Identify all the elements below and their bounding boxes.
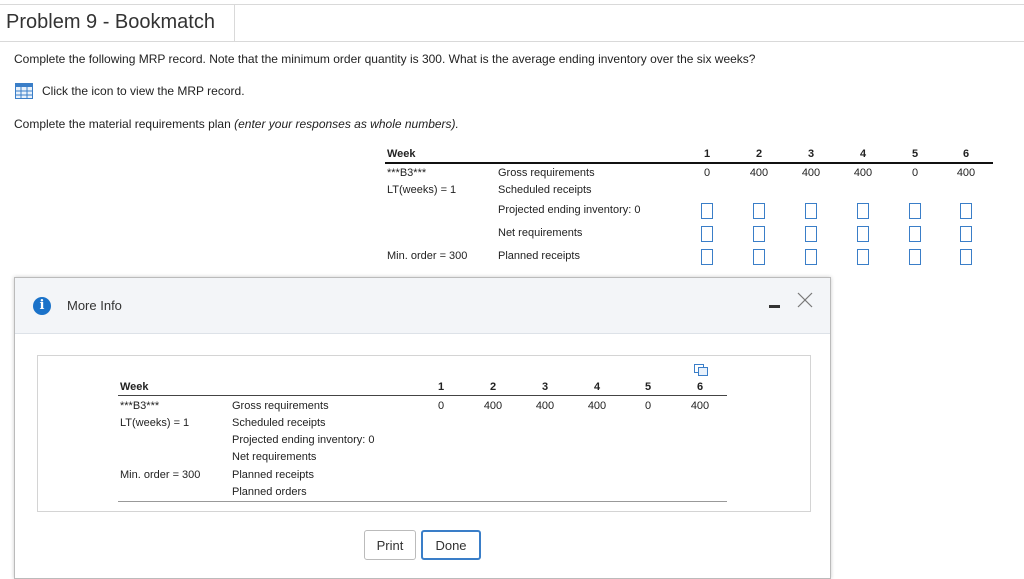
net-requirements-input[interactable] (805, 226, 817, 242)
gross-value: 400 (749, 167, 769, 179)
week-number: 3 (541, 381, 549, 393)
week-number: 2 (755, 148, 763, 160)
close-icon[interactable] (795, 290, 815, 310)
footer-rule (118, 501, 727, 502)
page-title: Problem 9 - Bookmatch (6, 11, 215, 33)
min-order-label: Min. order = 300 (120, 469, 201, 481)
minimize-icon[interactable] (769, 305, 780, 308)
row-label-planned-receipts: Planned receipts (498, 250, 580, 262)
mrp-record-panel (37, 355, 811, 512)
week-header: Week (120, 381, 149, 393)
week-number: 3 (807, 148, 815, 160)
copy-icon[interactable] (694, 364, 708, 376)
item-label: ***B3*** (120, 400, 160, 412)
net-requirements-input[interactable] (960, 226, 972, 242)
gross-value: 400 (483, 400, 503, 412)
week-number: 2 (489, 381, 497, 393)
week-number: 1 (703, 148, 711, 160)
title-divider (0, 41, 1024, 42)
more-info-dialog (14, 277, 831, 579)
lead-time-label: LT(weeks) = 1 (120, 417, 190, 429)
row-label-gross: Gross requirements (232, 400, 329, 412)
item-label: ***B3*** (387, 167, 427, 179)
planned-receipts-input[interactable] (701, 249, 713, 265)
instruction-text (14, 117, 459, 131)
week-number: 6 (962, 148, 970, 160)
net-requirements-input[interactable] (857, 226, 869, 242)
dialog-header (15, 278, 830, 334)
net-requirements-input[interactable] (909, 226, 921, 242)
row-label-gross: Gross requirements (498, 167, 595, 179)
projected-inventory-input[interactable] (753, 203, 765, 219)
gross-value: 400 (801, 167, 821, 179)
week-number: 6 (696, 381, 704, 393)
net-requirements-input[interactable] (701, 226, 713, 242)
lead-time-label: LT(weeks) = 1 (387, 184, 457, 196)
gross-value: 0 (437, 400, 445, 412)
gross-value: 400 (535, 400, 555, 412)
done-button[interactable]: Done (421, 530, 481, 560)
print-button[interactable]: Print (364, 530, 416, 560)
table-icon[interactable] (15, 83, 33, 99)
week-number: 4 (859, 148, 867, 160)
row-label-net: Net requirements (232, 451, 317, 463)
net-requirements-input[interactable] (753, 226, 765, 242)
projected-inventory-input[interactable] (701, 203, 713, 219)
instruction-italic: (enter your responses as whole numbers). (234, 117, 459, 131)
header-rule (118, 395, 727, 396)
planned-receipts-input[interactable] (960, 249, 972, 265)
question-text: Complete the following MRP record. Note that the minimum order quantity is 300. What is the average ending inventory over the six weeks? (14, 52, 756, 66)
row-label-scheduled: Scheduled receipts (498, 184, 592, 196)
planned-receipts-input[interactable] (805, 249, 817, 265)
gross-value: 0 (703, 167, 711, 179)
week-header: Week (387, 148, 416, 160)
gross-value: 400 (690, 400, 710, 412)
week-number: 5 (911, 148, 919, 160)
gross-value: 0 (644, 400, 652, 412)
row-label-net: Net requirements (498, 227, 583, 239)
info-icon: i (33, 297, 51, 315)
gross-value: 400 (587, 400, 607, 412)
dialog-title: More Info (67, 298, 122, 313)
gross-value: 0 (911, 167, 919, 179)
instruction-plain: Complete the material requirements plan (14, 117, 235, 131)
row-label-planned-receipts: Planned receipts (232, 469, 314, 481)
row-label-planned-orders: Planned orders (232, 486, 307, 498)
row-label-projected: Projected ending inventory: 0 (498, 204, 641, 216)
projected-inventory-input[interactable] (909, 203, 921, 219)
week-number: 1 (437, 381, 445, 393)
week-number: 5 (644, 381, 652, 393)
row-label-projected: Projected ending inventory: 0 (232, 434, 375, 446)
week-number: 4 (593, 381, 601, 393)
gross-value: 400 (956, 167, 976, 179)
click-icon-text: Click the icon to view the MRP record. (42, 84, 245, 98)
projected-inventory-input[interactable] (857, 203, 869, 219)
projected-inventory-input[interactable] (960, 203, 972, 219)
row-label-scheduled: Scheduled receipts (232, 417, 326, 429)
gross-value: 400 (853, 167, 873, 179)
planned-receipts-input[interactable] (857, 249, 869, 265)
min-order-label: Min. order = 300 (387, 250, 468, 262)
planned-receipts-input[interactable] (909, 249, 921, 265)
planned-receipts-input[interactable] (753, 249, 765, 265)
projected-inventory-input[interactable] (805, 203, 817, 219)
header-rule (385, 162, 993, 164)
